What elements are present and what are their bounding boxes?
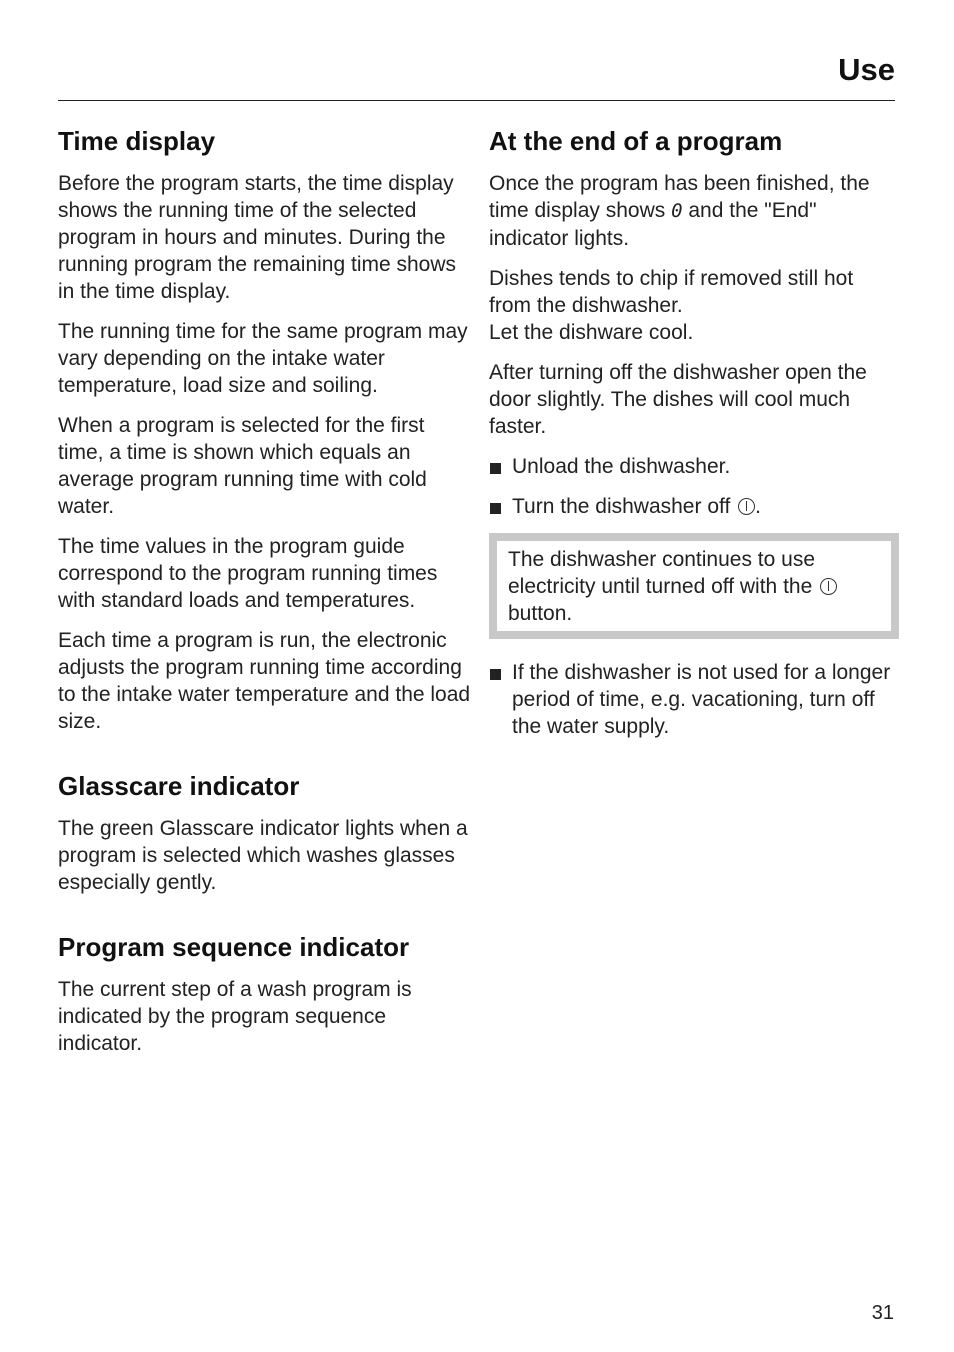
time-display-section	[58, 122, 473, 735]
text: Once the program has been finished, the time display shows	[489, 172, 870, 222]
square-bullet-icon	[490, 669, 501, 680]
page-title: Use	[838, 52, 895, 87]
list-item	[489, 659, 899, 740]
square-bullet-icon	[490, 463, 501, 474]
glasscare-heading: Glasscare indicator	[58, 771, 300, 801]
time-display-heading: Time display	[58, 126, 216, 156]
page-number: 31	[871, 1302, 894, 1324]
program-sequence-section	[58, 928, 473, 1057]
paragraph: The current step of a wash program is indicated by the program sequence indicator.	[58, 978, 412, 1055]
paragraph: After turning off the dishwasher open the door slightly. The dishes will cool much faster.	[489, 361, 867, 438]
glasscare-section	[58, 767, 473, 896]
square-bullet-icon	[490, 503, 501, 514]
bullet-list	[489, 453, 899, 520]
bullet-list	[489, 659, 899, 740]
text: and the "End" indicator lights.	[489, 199, 817, 250]
text: Dishes tends to chip if removed still hot from the dishwasher.	[489, 267, 854, 317]
end-of-program-heading: At the end of a program	[489, 126, 783, 156]
power-button-icon	[820, 578, 837, 595]
text: Let the dishware cool.	[489, 321, 694, 344]
right-column	[489, 122, 899, 753]
power-button-icon	[738, 498, 755, 515]
list-item	[489, 493, 899, 520]
header-rule	[58, 100, 895, 101]
paragraph	[489, 170, 899, 252]
paragraph: When a program is selected for the first time, a time is shown which equals an average program running time with cold water.	[58, 414, 427, 518]
text: If the dishwasher is not used for a longer period of time, e.g. vacationing, turn off the water supply.	[512, 661, 891, 738]
paragraph: The green Glasscare indicator lights when a program is selected which washes glasses especially gently.	[58, 817, 468, 894]
note-box	[489, 533, 899, 639]
paragraph	[489, 265, 899, 346]
text: Unload the dishwasher.	[512, 455, 731, 478]
paragraph: Each time a program is run, the electronic adjusts the program running time according to the intake water temperature and the load size.	[58, 629, 471, 733]
program-sequence-heading: Program sequence indicator	[58, 932, 410, 962]
text: The dishwasher continues to use electricity until turned off with the	[508, 548, 819, 598]
left-column	[58, 122, 473, 1089]
text: .	[755, 495, 761, 518]
text: button.	[508, 602, 573, 625]
paragraph: The time values in the program guide correspond to the program running times with standard loads and temperatures.	[58, 535, 438, 612]
list-item	[489, 453, 899, 480]
lcd-digit: 0	[671, 200, 683, 222]
paragraph	[508, 546, 880, 627]
paragraph: The running time for the same program may vary depending on the intake water temperature, load size and soiling.	[58, 320, 468, 397]
paragraph: Before the program starts, the time display shows the running time of the selected program in hours and minutes. During the running program the remaining time shows in the time display.	[58, 172, 457, 303]
text: Turn the dishwasher off	[512, 495, 737, 518]
